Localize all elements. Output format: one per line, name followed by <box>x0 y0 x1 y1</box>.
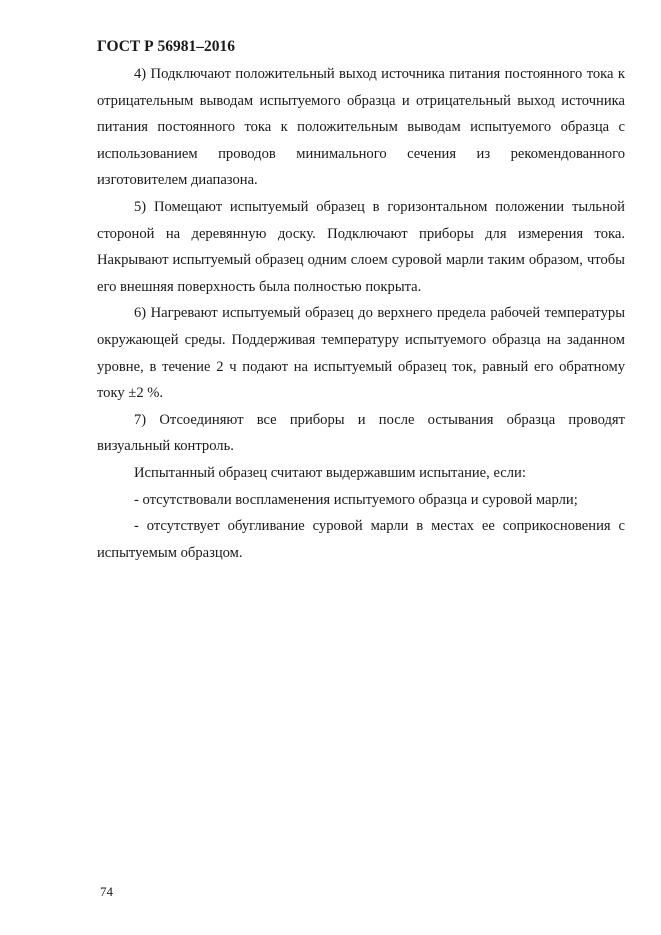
pass-criterion-2: - отсутствует обугливание суровой марли в местах ее соприкосновения с испытуемым образцом. <box>97 518 625 561</box>
page-number: 74 <box>100 884 113 899</box>
step-4-paragraph: 4) Подключают положительный выход источника питания постоянного тока к отрицательным выводам испытуемого образца и отрицательный выход источника питания постоянного тока к положительным выводам испытуемого образца с использованием проводов минимального сечения из рекомендованного изготовителем диапазона. <box>97 66 625 189</box>
document-body <box>97 61 625 566</box>
step-6-paragraph: 6) Нагревают испытуемый образец до верхнего предела рабочей температуры окружающей среды. Поддерживая температуру испытуемого образца на заданном уровне, в течение 2 ч подают на испытуемый образец ток, равный его обратному току ±2 %. <box>97 305 625 402</box>
step-7-paragraph: 7) Отсоединяют все приборы и после остывания образца проводят визуальный контроль. <box>97 411 625 455</box>
pass-criterion-1: - отсутствовали воспламенения испытуемого образца и суровой марли; <box>134 491 578 508</box>
step-5-paragraph: 5) Помещают испытуемый образец в горизонтальном положении тыльной стороной на деревянную доску. Подключают приборы для измерения тока. Накрывают испытуемый образец одним слоем суровой марли таким образом, чтобы его внешняя поверхность была полностью покрыта. <box>97 198 625 295</box>
pass-criteria-intro: Испытанный образец считают выдержавшим испытание, если: <box>134 464 526 481</box>
standard-header: ГОСТ Р 56981–2016 <box>97 38 235 55</box>
